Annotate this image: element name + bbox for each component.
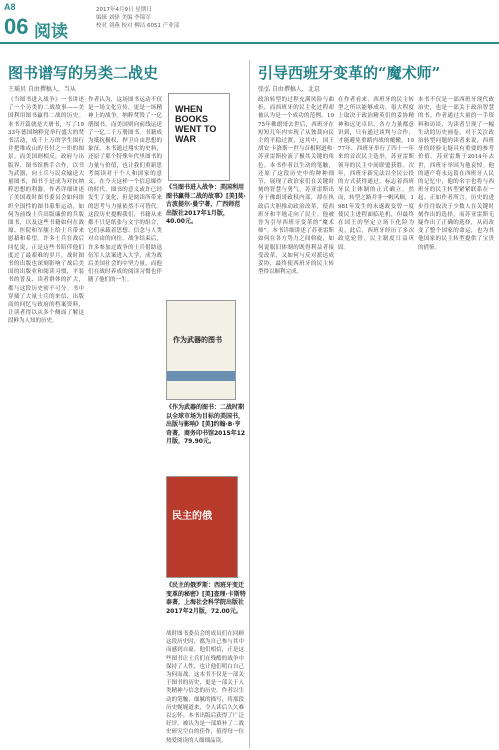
left-headline: 图书谱写的另类二战史 xyxy=(8,64,159,82)
book-cover-democratic-spain xyxy=(166,476,238,578)
cover-band xyxy=(167,371,235,381)
right-byline: 张弘 自由撰稿人，北京 xyxy=(258,86,320,93)
section-name: 阅读 xyxy=(34,22,68,42)
book-cover-books-as-weapons xyxy=(166,300,236,400)
left-column-1: 《当图书进入战争》一书讲述了一个另类的二战故事——美国利用图书赢得二战的历史。本书开篇就是大屠书，写了1933年德国纳粹党举行盛大的焚书活动，成千上万的学生围行并把堆成山的书付之一炬的图景。而美国则相反，政府与出版界、图书馆携手合作，以书为武器，向士兵与民众输送大量图书，图书于是成为对抗纳粹思想的利器。作者详细讲述了美国战时图书委员会如何组织全国性的图书募集运动，如何为前线士兵出版廉价的兵版图书，以及这些书籍如何在战壕、医院和军舰上给士兵带来慰藉和希望。许多士兵在战后回忆说，正是这些书陪伴他们度过了最艰难的岁月。战时图书的出版也深刻影响了战后美国的出版业和阅读习惯，平装书的普及、读者群体的扩大，都与这段历史密不可分。书中穿插了大量士兵的来信、出版商的回忆与政府的档案资料，让读者得以从多个侧面了解这段鲜为人知的历史。 xyxy=(8,97,84,325)
book-caption-3: 《民主的俄罗斯：西班牙变迁变革的秘密》[美]查理·卡斯特泰著，上海社会科学院出版社2017年2月版，72.00元。 xyxy=(166,582,246,615)
right-column-2: 在作者看来，西班牙的民主转型之所以能够成功，很大程度上取决于政治精英们的妥协精神和远见卓识。各方力量都意识到，只有通过谈判与合作，才能避免重蹈内战的覆辙。1977年，西班牙举行了四十一年来的首次民主选举，苏亚雷斯领导的民主中间联盟获胜。次年，西班牙新宪法以全民公投的方式获得通过，标志着西班牙民主体制的正式确立。然而，转型之路并非一帆风顺，1981年发生的未遂政变曾一度使民主进程面临危机，但最终在国王的坚定立场下化险为夷。此后，西班牙经历了多次政党轮替，民主制度日益巩固。 xyxy=(338,97,414,251)
section-number: 06 xyxy=(4,14,29,39)
book-caption-2: 《作为武器的图书：二战时期以全球市场为目标的美国书，出版与影响》[美]约翰·B·亨奇著，商务印书馆2015年12月版，79.90元。 xyxy=(166,404,246,445)
left-byline: 王瑶贝 自由撰稿人，当从 xyxy=(8,86,76,93)
right-column-1: 政治转型的过程充满风险与曲折，而西班牙的民主化过程却被认为是一个成功的范例。1975年佛朗哥去世后，西班牙在短短几年内实现了从独裁向民主的平稳过渡，这其中，国王胡安·卡洛斯一世与首相阿道弗·苏亚雷斯扮演了极其关键的角色。本书作者以生动的笔触，还原了这段历史中的种种细节，展现了政治家们在关键时刻的智慧与勇气。苏亚雷斯出身于佛朗哥政权内部，却在执政后大胆推动政治改革，使西班牙和平地走向了民主。他被誉为引导西班牙变革的“魔术师”。本书详细讲述了苏亚雷斯如何在各方势力之间斡旋，如何说服旧体制的既得利益者接受改革，又如何与反对派达成妥协，最终使西班牙的民主转型得以顺利完成。 xyxy=(258,97,334,276)
masthead xyxy=(0,0,499,44)
right-column-3: 本书不仅是一部西班牙现代政治史，也是一部关于政治智慧的书。作者通过大量的一手资料和访谈，为读者呈现了一幅生动的历史画卷。对于关注政治转型问题的读者来说，西班牙的经验无疑具有重要的参考价值。苏亚雷斯于2014年去世，西班牙举国为他哀悼。他的遗产将永远留在西班牙人民的记忆中，他的名字也将与西班牙的民主转型紧紧联系在一起。正如作者所言，历史的进步往往取决于少数人在关键时刻作出的选择，而苏亚雷斯无疑作出了正确的选择，从而改变了整个国家的命运，也为其他国家的民主转型提供了宝贵的借鉴。 xyxy=(418,97,494,251)
right-headline: 引导西班牙变革的“魔术师” xyxy=(258,64,441,82)
issue-date: 2017年4月9日 星期日 xyxy=(96,7,152,13)
book-cover-title: 作为武器的图书 xyxy=(173,335,222,344)
left-column-3: 战时图书委员会的成员们在回顾这段历史时，都为自己参与其中而感到自豪。他们相信，正是这些图书让士兵们在残酷的战争中保持了人性，也让他们明白自己为何而战。这本书不仅是一部关于图书的历史，更是一部关于人类精神与信念的历史。作者以生动的笔触、细腻的描写，将那段历史娓娓道来，令人读后久久难以忘怀。本书出版后获得了广泛好评，被认为是一部填补了二战史研究空白的佳作，值得每一位热爱阅读的人细细品读。 xyxy=(166,631,244,744)
proof-line: 校对 刘燕 校对 柳洁 6051 产业部 xyxy=(96,23,180,29)
book-cover-when-books-went-to-war xyxy=(168,93,230,181)
book-cover-title: WHEN BOOKS WENT TO WAR xyxy=(175,104,217,144)
brand-logo: A8 xyxy=(4,2,16,12)
editor-line: 编辑 刘驿 美编 李锦军 xyxy=(96,15,151,21)
column-divider xyxy=(249,60,250,748)
issue-meta xyxy=(96,6,179,30)
left-column-2: 作者认为，这场图书运动不仅是一场文化宣传，更是一场精神上的战争。纳粹焚毁了一亿册图书，而美国则向前线运送了一亿二千万册图书。书籍成为抵抗极权、捍卫自由思想的象征。本书通过翔实的史料，还原了那个特殊年代里图书的力量与价值，也让我们重新思考阅读对于个人和国家的意义。在今天这样一个信息爆炸的时代，图书的意义或许已经发生了变化，但是阅读所带来的思考与力量依然不可替代。这段历史提醒我们，书籍从来都不只是纸张与文字的组合，它们承载着思想、信念与人类对自由的向往。战争结束后，许多参加过战争的士兵借助退伍军人法案进入大学，成为战后美国社会的中坚力量，而他们在战时养成的阅读习惯也伴随了他们的一生。 xyxy=(88,97,162,284)
book-caption-1: 《当图书进入战争：美国利用图书赢得二战的故事》[美]莫·古波提尔·曼宁著，广西师范出版社2017年1月版，40.00元。 xyxy=(166,184,246,225)
book-cover-title: 民主的俄 xyxy=(172,511,212,522)
